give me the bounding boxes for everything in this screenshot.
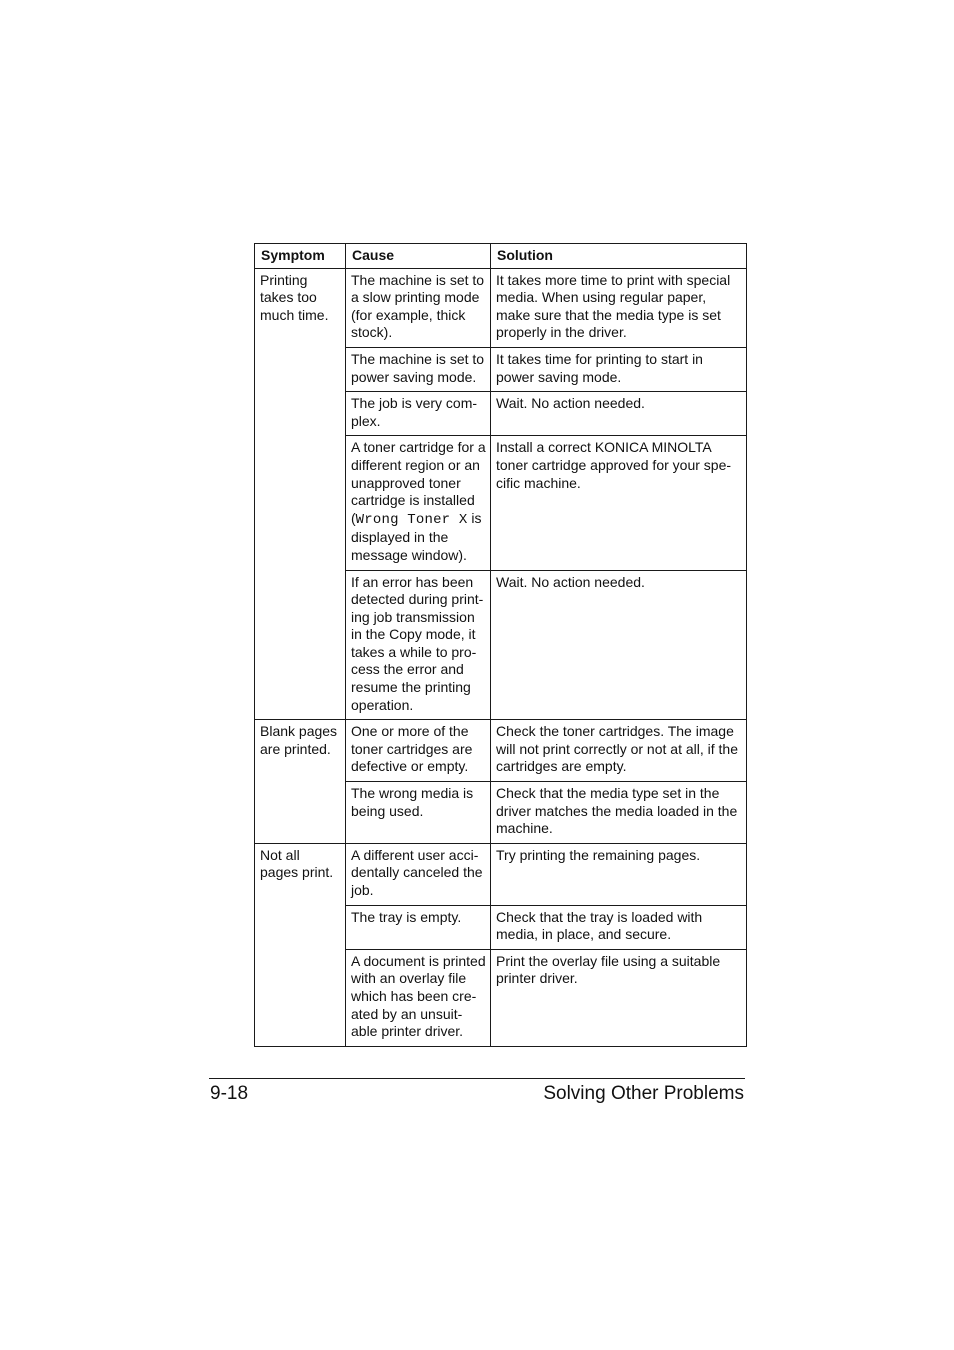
cause-cell: The tray is empty. bbox=[346, 905, 491, 949]
table-row bbox=[255, 268, 747, 347]
solution-cell: Check that the tray is loaded with media, in place, and secure. bbox=[491, 905, 747, 949]
section-title: Solving Other Problems bbox=[543, 1083, 744, 1104]
solution-cell: Wait. No action needed. bbox=[491, 392, 747, 436]
footer-rule bbox=[209, 1078, 745, 1079]
cause-cell: The machine is set to a slow printing mode (for example, thick stock). bbox=[346, 268, 491, 347]
page-number: 9-18 bbox=[210, 1083, 249, 1104]
table-header-row bbox=[255, 244, 747, 269]
solution-cell: Install a correct KONICA MINOLTA toner cartridge approved for your spe-cific machine. bbox=[491, 436, 747, 570]
cause-cell: The wrong media is being used. bbox=[346, 782, 491, 844]
cause-cell bbox=[346, 436, 491, 570]
header-symptom: Symptom bbox=[255, 244, 346, 269]
cause-cell: If an error has been detected during print-ing job transmission in the Copy mode, it takes a while to pro-cess the error and resume the printing operation. bbox=[346, 570, 491, 720]
cause-cell: A document is printed with an overlay file which has been cre-ated by an unsuit-able printer driver. bbox=[346, 949, 491, 1046]
solution-cell: Print the overlay file using a suitable printer driver. bbox=[491, 949, 747, 1046]
solution-cell: Check the toner cartridges. The image will not print correctly or not at all, if the cartridges are empty. bbox=[491, 720, 747, 782]
solution-cell: It takes more time to print with special media. When using regular paper, make sure that the media type is set properly in the driver. bbox=[491, 268, 747, 347]
symptom-cell: Blank pages are printed. bbox=[255, 720, 346, 844]
cause-cell: One or more of the toner cartridges are defective or empty. bbox=[346, 720, 491, 782]
solution-cell: Try printing the remaining pages. bbox=[491, 843, 747, 905]
cause-cell: The job is very com-plex. bbox=[346, 392, 491, 436]
symptom-cell: Not all pages print. bbox=[255, 843, 346, 1046]
cause-cell: A different user acci-dentally canceled the job. bbox=[346, 843, 491, 905]
symptom-cell: Printing takes too much time. bbox=[255, 268, 346, 720]
header-cause: Cause bbox=[346, 244, 491, 269]
cause-text: A toner cartridge for a different region or an unapproved toner cartridge is installed ( bbox=[351, 439, 486, 526]
message-code: Wrong Toner X bbox=[355, 511, 468, 528]
cause-cell: The machine is set to power saving mode. bbox=[346, 347, 491, 391]
table-row bbox=[255, 720, 747, 782]
troubleshooting-table bbox=[254, 243, 747, 1047]
table-row bbox=[255, 843, 747, 905]
solution-cell: It takes time for printing to start in power saving mode. bbox=[491, 347, 747, 391]
cause-text: is displayed in the message window). bbox=[351, 509, 482, 563]
solution-cell: Check that the media type set in the driver matches the media loaded in the machine. bbox=[491, 782, 747, 844]
header-solution: Solution bbox=[491, 244, 747, 269]
solution-cell: Wait. No action needed. bbox=[491, 570, 747, 720]
